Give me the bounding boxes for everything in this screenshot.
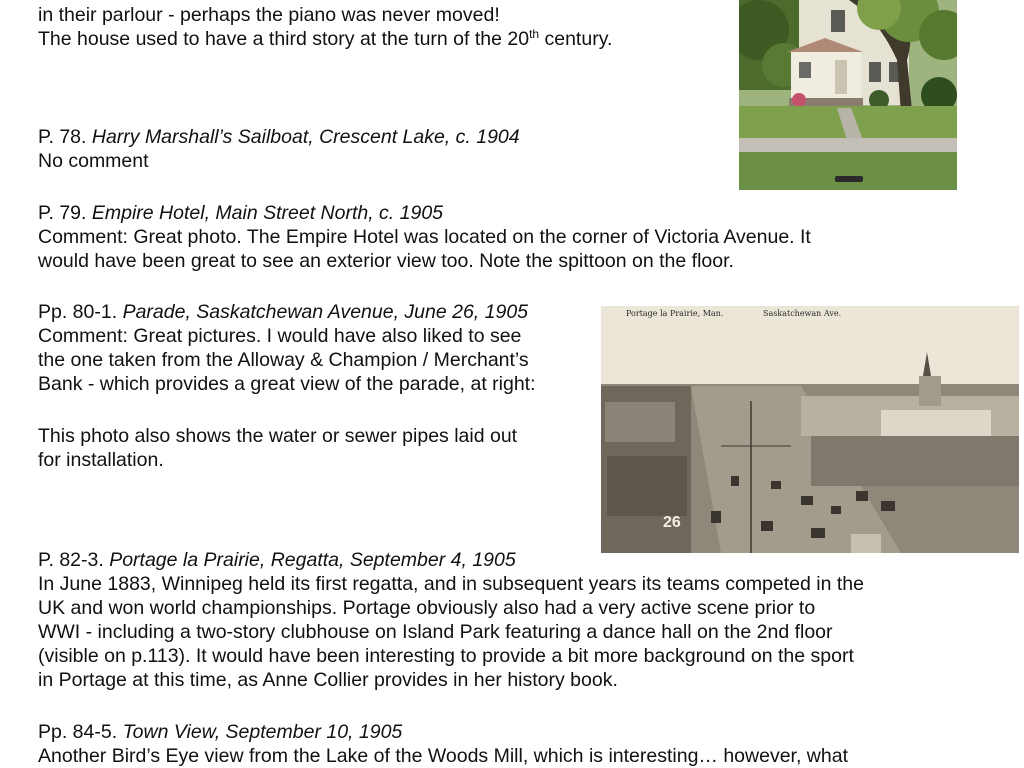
entry-body-line: (visible on p.113). It would have been interesting to provide a bit more background on the sport (38, 645, 854, 667)
entry-body-line: Bank - which provides a great view of the parade, at right: (38, 373, 536, 395)
page-ref: Pp. 80-1. (38, 301, 123, 323)
entry-p82-3 (38, 548, 864, 692)
intro-line-1: in their parlour - perhaps the piano was never moved! (38, 4, 500, 26)
photo-title: Parade, Saskatchewan Avenue, June 26, 1905 (122, 301, 529, 323)
entry-body-line: the one taken from the Alloway & Champion / Merchant’s (38, 349, 529, 371)
intro-line-2-end: century. (539, 28, 613, 50)
postcard-place-label: Portage la Prairie, Man. (626, 309, 724, 318)
page-ref: P. 82-3. (38, 549, 110, 571)
photo-title: Portage la Prairie, Regatta, September 4, 1905 (109, 549, 516, 571)
entry-p78 (38, 125, 520, 173)
entry-heading (38, 125, 520, 149)
photo-title: Town View, September 10, 1905 (122, 721, 403, 743)
house-photo (739, 0, 957, 190)
postcard-street-label: Saskatchewan Ave. (763, 309, 842, 318)
page-ref: Pp. 84-5. (38, 721, 123, 743)
entry-body-line: No comment (38, 150, 149, 172)
entry-heading (38, 201, 811, 225)
parade-postcard-photo (601, 306, 1019, 553)
entry-pp80-1-note (38, 424, 517, 472)
intro-line-2 (38, 27, 612, 51)
page-ref: P. 78. (38, 126, 92, 148)
entry-p79 (38, 201, 811, 273)
intro-line-2-text: The house used to have a third story at the turn of the 20 (38, 28, 530, 50)
intro-paragraph (38, 3, 612, 51)
entry-heading (38, 720, 848, 744)
entry-body-line: In June 1883, Winnipeg held its first regatta, and in subsequent years its teams competed in the (38, 573, 864, 595)
entry-body-line: WWI - including a two-story clubhouse on Island Park featuring a dance hall on the 2nd floor (38, 621, 833, 643)
entry-body-line: for installation. (38, 449, 164, 471)
entry-body-line: Comment: Great photo. The Empire Hotel was located on the corner of Victoria Avenue. It (38, 226, 811, 248)
photo-title: Harry Marshall’s Sailboat, Crescent Lake, c. 1904 (91, 126, 520, 148)
entry-pp80-1 (38, 300, 536, 396)
entry-body-line: This photo also shows the water or sewer pipes laid out (38, 425, 518, 447)
entry-heading (38, 300, 536, 324)
entry-body-line: Another Bird’s Eye view from the Lake of the Woods Mill, which is interesting… however, what (38, 745, 848, 767)
entry-body-line: in Portage at this time, as Anne Collier provides in her history book. (38, 669, 618, 691)
page-ref: P. 79. (38, 202, 92, 224)
entry-heading (38, 548, 864, 572)
entry-body-line: would have been great to see an exterior view too. Note the spittoon on the floor. (38, 250, 734, 272)
intro-superscript: th (529, 27, 540, 41)
entry-pp84-5 (38, 720, 848, 768)
photo-title: Empire Hotel, Main Street North, c. 1905 (91, 202, 444, 224)
entry-body-line: UK and won world championships. Portage obviously also had a very active scene prior to (38, 597, 816, 619)
entry-body-line: Comment: Great pictures. I would have also liked to see (38, 325, 522, 347)
postcard-number: 26 (663, 514, 681, 531)
